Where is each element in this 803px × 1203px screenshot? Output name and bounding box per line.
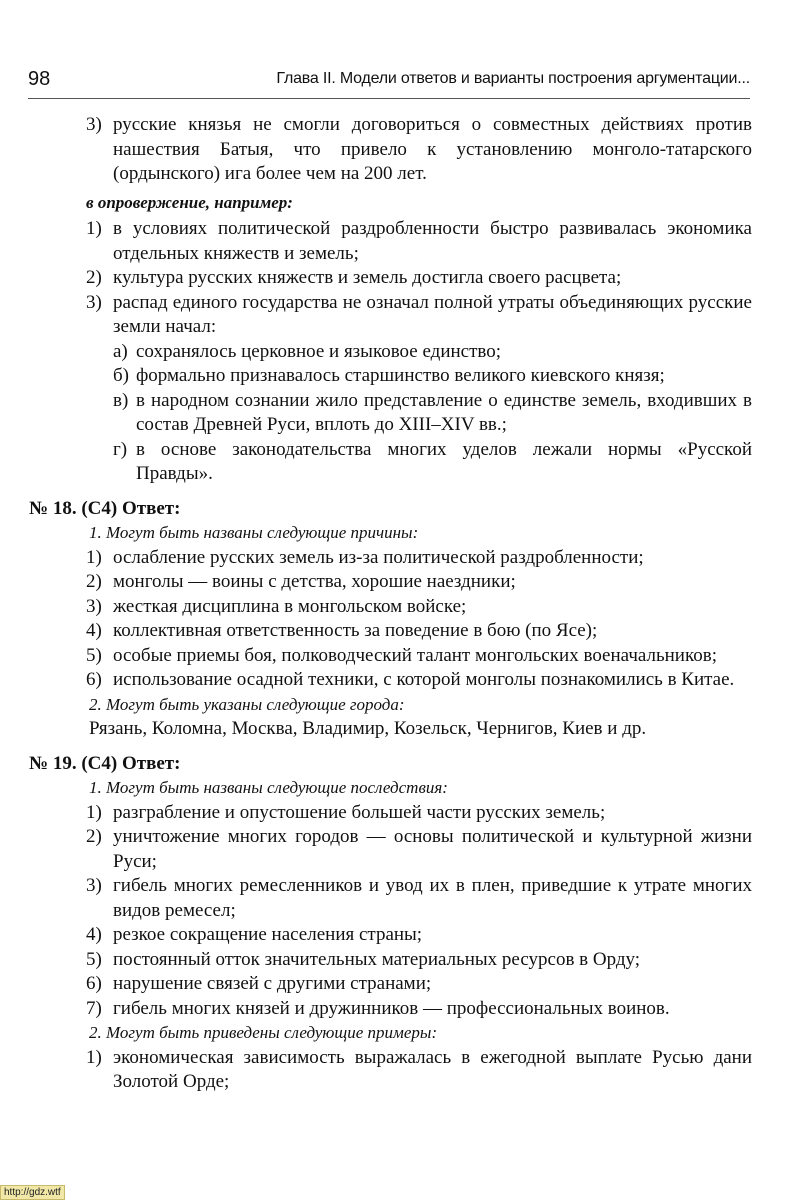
list-item: 6) использование осадной техники, с которой монголы познакомились в Китае. (86, 669, 735, 690)
task-19-part2-heading: 2. Могут быть приведены следующие примеры: (89, 1023, 438, 1042)
list-item: 5) постоянный отток значительных материальных ресурсов в Орду; (86, 948, 641, 970)
list-item: 3) распад единого государства не означал полной утраты объединяющих русские земли начал: (86, 291, 752, 337)
list-item: 4) резкое сокращение населения страны; (86, 924, 423, 945)
sub-list-item: г) в основе законодательства многих уделов лежали нормы «Русской Правды». (113, 438, 752, 484)
refutation-label: в опровержение, например: (86, 192, 293, 212)
task-19-title: № 19. (С4) Ответ: (29, 752, 181, 774)
task-19-part1-heading: 1. Могут быть названы следующие последствия: (89, 778, 448, 797)
sub-list-item: б) формально признавалось старшинство великого киевского князя; (113, 365, 665, 386)
sub-list-item: а) сохранялось церковное и языковое единство; (113, 340, 502, 362)
sub-list-item: в) в народном сознании жило представление о единстве земель, входивших в состав Древней Руси, вплоть до XIII–XIV вв.; (113, 389, 752, 435)
list-item: 4) коллективная ответственность за поведение в бою (по Ясе); (86, 620, 598, 641)
task-18-part2-heading: 2. Могут быть указаны следующие города: (89, 694, 405, 714)
page-header (28, 64, 750, 99)
list-item: 7) гибель многих князей и дружинников — профессиональных воинов. (86, 997, 670, 1019)
page-number: 98 (28, 68, 51, 90)
list-item: 1) ослабление русских земель из-за политической раздробленности; (86, 546, 644, 568)
list-item: 3) гибель многих ремесленников и увод их в плен, приведшие к утрате многих видов ремесел; (86, 875, 752, 921)
list-item: 3) русские князья не смогли договориться о совместных действиях против нашествия Батыя, что привело к установлению монголо-татарского (ордынского) ига более чем на 200 лет. (86, 114, 752, 184)
chapter-title: Глава II. Модели ответов и варианты построения аргументации... (276, 70, 750, 87)
page-content (29, 113, 752, 1095)
list-item: 1) экономическая зависимость выражалась в ежегодной выплате Русью дани Золотой Орде; (86, 1046, 752, 1092)
task-18-part1-heading: 1. Могут быть названы следующие причины: (89, 523, 419, 542)
list-item: 2) монголы — воины с детства, хорошие наездники; (86, 571, 516, 592)
list-item: 5) особые приемы боя, полководческий талант монгольских военачальников; (86, 644, 717, 666)
list-item: 1) разграбление и опустошение большей части русских земель; (86, 801, 606, 823)
watermark-link[interactable]: http://gdz.wtf (0, 1185, 65, 1200)
list-item: 2) уничтожение многих городов — основы политической и культурной жизни Руси; (86, 826, 752, 872)
list-item: 2) культура русских княжеств и земель достигла своего расцвета; (86, 267, 622, 288)
task-18-title: № 18. (С4) Ответ: (29, 497, 181, 519)
list-item: 6) нарушение связей с другими странами; (86, 973, 432, 994)
list-item: 3) жесткая дисциплина в монгольском войске; (86, 595, 467, 617)
list-item: 1) в условиях политической раздробленности быстро развивалась экономика отдельных княжеств и земель; (86, 218, 752, 264)
task-18-cities: Рязань, Коломна, Москва, Владимир, Козельск, Чернигов, Киев и др. (89, 718, 647, 739)
